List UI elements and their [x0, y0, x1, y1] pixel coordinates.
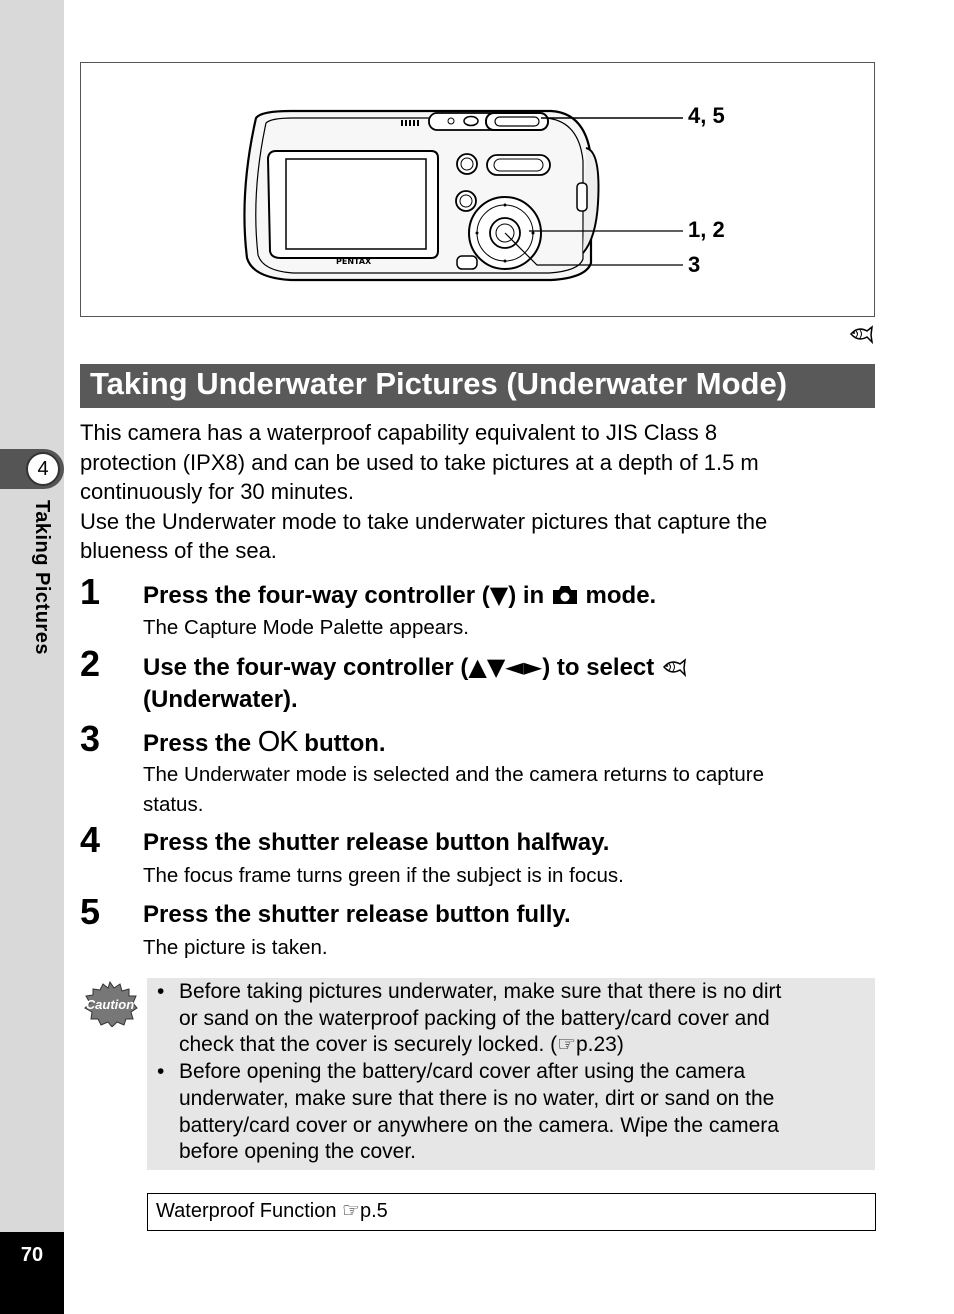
caution-line: check that the cover is securely locked. (☞p.23)	[179, 1033, 624, 1057]
step-note-line: status.	[143, 792, 204, 816]
camera-icon	[551, 584, 579, 606]
step-number: 1	[80, 571, 101, 612]
callout-shutter-button: 4, 5	[688, 103, 725, 128]
caution-line: Before taking pictures underwater, make sure that there is no dirt	[179, 980, 782, 1003]
section-title: Taking Underwater Pictures (Underwater Mode)	[90, 366, 788, 401]
caution-list	[157, 979, 869, 1166]
step-note: The picture is taken.	[143, 936, 328, 959]
page-number: 70	[20, 1244, 44, 1266]
intro-line: continuously for 30 minutes.	[80, 479, 354, 505]
step-title	[143, 579, 656, 612]
down-arrow-icon: ▼	[489, 581, 509, 609]
intro-line: protection (IPX8) and can be used to take pictures at a depth of 1.5 m	[80, 449, 759, 475]
caution-item	[157, 979, 869, 1059]
caution-line: before opening the cover.	[179, 1140, 417, 1164]
caution-line: or sand on the waterproof packing of the battery/card cover and	[179, 1006, 770, 1030]
four-way-arrows-icon: ▲▼◄►	[468, 653, 543, 681]
step-title-text: button.	[297, 730, 386, 757]
fish-icon	[848, 322, 874, 346]
callout-ok-button: 3	[688, 252, 701, 277]
caution-line: underwater, make sure that there is no water, dirt or sand on the	[179, 1086, 775, 1110]
step-note	[143, 760, 878, 819]
step-note: The Capture Mode Palette appears.	[143, 616, 469, 639]
chapter-number: 4	[26, 452, 60, 486]
intro-line: blueness of the sea.	[80, 538, 277, 564]
reference-label: Waterproof Function	[156, 1200, 343, 1222]
step-title	[143, 651, 687, 684]
fish-icon	[661, 655, 687, 679]
chapter-title: Taking Pictures	[31, 500, 53, 655]
step-title-text: Use the four-way controller (	[143, 654, 469, 681]
camera-figure	[80, 62, 875, 317]
step-number: 3	[80, 718, 101, 759]
step-note: The focus frame turns green if the subject is in focus.	[143, 864, 624, 887]
ok-button-label: OK	[257, 726, 298, 758]
intro-line: This camera has a waterproof capability equivalent to JIS Class 8	[80, 420, 718, 445]
camera-back-illustration	[81, 63, 876, 318]
step-title-text: Press the four-way controller (	[143, 582, 490, 609]
step-title-text: ) in	[508, 582, 551, 609]
step-title-text: ) to select	[542, 654, 661, 681]
step-title: Press the shutter release button halfway.	[143, 829, 610, 856]
step-title-text: Press the	[143, 730, 258, 757]
bullet: •	[157, 1060, 165, 1084]
step-title-line2: (Underwater).	[143, 686, 298, 713]
step-number: 5	[80, 891, 101, 932]
caution-badge-icon	[82, 981, 138, 1027]
step-title-text: mode.	[578, 582, 657, 609]
caution-line: battery/card cover or anywhere on the camera. Wipe the camera	[179, 1113, 779, 1137]
step-title	[143, 726, 386, 760]
brand-label: PENTAX	[336, 257, 372, 266]
caution-item	[157, 1059, 869, 1166]
step-note-line: The Underwater mode is selected and the camera returns to capture	[143, 763, 765, 786]
side-strip	[0, 0, 64, 1314]
callout-four-way-controller: 1, 2	[688, 217, 725, 242]
caution-line: Before opening the battery/card cover after using the camera	[179, 1060, 746, 1084]
reference-text	[156, 1198, 388, 1224]
intro-paragraph	[80, 418, 880, 566]
caution-badge-label: Caution	[85, 997, 135, 1012]
step-number: 4	[80, 819, 101, 860]
intro-line: Use the Underwater mode to take underwater pictures that capture the	[80, 508, 768, 534]
reference-page-link[interactable]: ☞p.5	[342, 1200, 388, 1222]
bullet: •	[157, 980, 165, 1003]
step-number: 2	[80, 643, 101, 684]
step-title: Press the shutter release button fully.	[143, 901, 571, 928]
